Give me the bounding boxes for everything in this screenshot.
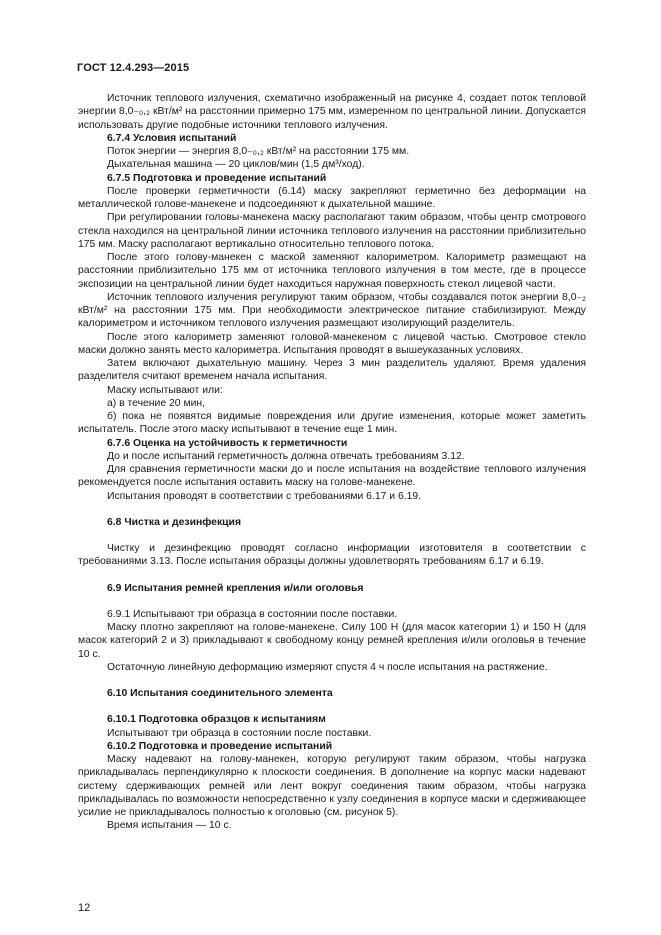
paragraph: Маску надевают на голову-манекен, которую регулируют таким образом, чтобы нагрузка прикладывалась перпендикулярно к плоскости соединения. В дополнение на корпус маски надевают систему сдерживающих ремней или лент вокруг соединения таким образом, чтобы нагрузка прикладывалась по возможности непосредственно к узлу соединения в корпусе маски и сдерживающее усилие не прикладывалось полностью к оголовью (см. рисунок 5). [78,754,586,818]
intro-paragraph: Источник теплового излучения, схематично изображенный на рисунке 4, создает поток тепловой энергии 8,0₋₀,₂ кВт/м² на расстоянии примерно 175 мм, измеренном по центральной линии. Допускается использовать другие подобные источники теплового излучения. [78,93,586,131]
paragraph: Затем включают дыхательную машину. Через 3 мин разделитель удаляют. Время удаления разделителя считают временем начала испытания. [78,358,586,383]
paragraph: Источник теплового излучения регулируют таким образом, чтобы создавался поток энергии 8,0₋₂ кВт/м² на расстоянии 175 мм. При необходимости электрическое питание стабилизируют. Между калориметром и источником теплового излучения размещают изолирующий разделитель. [78,291,586,330]
paragraph: Чистку и дезинфекцию проводят согласно информации изготовителя в соответствии с требованиями 3.13. После испытания образцы должны удовлетворять требованиям 6.17 и 6.19. [78,543,586,568]
list-item: а) в течение 20 мин, [107,397,206,409]
section-6-7-5-heading: 6.7.5 Подготовка и проведение испытаний [107,172,327,184]
document-header: ГОСТ 12.4.293—2015 [77,62,190,74]
paragraph: До и после испытаний герметичность должна отвечать требованиям 3.12. [107,450,465,462]
paragraph: Маску плотно закрепляют на голове-манекене. Силу 100 Н (для масок категории 1) и 150 Н (для масок категорий 2 и 3) прикладывают к свободному концу ремней крепления и/или оголовья в течение 10 с. [78,622,586,660]
section-6-10-heading: 6.10 Испытания соединительного элемента [107,688,333,699]
paragraph: Испытания проводят в соответствии с требованиями 6.17 и 6.19. [107,490,422,502]
section-6-10-1-heading: 6.10.1 Подготовка образцов к испытаниям [107,714,326,726]
page-number: 12 [78,902,91,914]
list-item: б) пока не появятся видимые повреждения или другие изменения, которые может заметить испытатель. После этого маску испытывают в течение еще 1 мин. [78,411,586,436]
paragraph: Время испытания — 10 с. [107,820,232,832]
paragraph: После этого калориметр заменяют головой-манекеном с лицевой частью. Смотровое стекло маски должно занять место калориметра. Испытания проводят в вышеуказанных условиях. [78,331,586,356]
paragraph: Дыхательная машина — 20 циклов/мин (1,5 дм³/ход). [107,159,365,171]
paragraph: При регулировании головы-манекена маску располагают таким образом, чтобы центр смотрового стекла находился на центральной линии источника теплового излучения на расстоянии приблизительно 175 мм. Маску располагают вертикально относительно теплового потока. [78,212,586,250]
paragraph: Маску испытывают или: [107,384,223,396]
section-6-8-heading: 6.8 Чистка и дезинфекция [107,516,242,528]
paragraph: Для сравнения герметичности маски до и после испытания на воздействие теплового излучения рекомендуется после испытания оставить маску на голове-манекене. [78,464,586,489]
section-6-10-2-heading: 6.10.2 Подготовка и проведение испытаний [107,740,333,752]
paragraph: Испытывают три образца в состоянии после поставки. [107,727,372,739]
paragraph: После проверки герметичности (6.14) маску закрепляют герметично без деформации на металлической голове-манекене и подсоединяют к дыхательной машине. [78,185,586,210]
section-6-7-4-heading: 6.7.4 Условия испытаний [107,132,237,144]
paragraph: 6.9.1 Испытывают три образца в состоянии после поставки. [107,608,398,620]
section-6-9-heading: 6.9 Испытания ремней крепления и/или оголовья [107,582,364,594]
document-body [78,92,586,833]
paragraph: Остаточную линейную деформацию измеряют спустя 4 ч после испытания на растяжение. [107,661,548,673]
section-6-7-6-heading: 6.7.6 Оценка на устойчивость к герметичности [107,437,348,449]
paragraph: После этого голову-манекен с маской заменяют калориметром. Калориметр размещают на расстоянии приблизительно 175 мм от источника теплового излучения в том месте, где в процессе экспозиции на центральной линии будет находиться наружная поверхность стекол лицевой части. [78,252,586,290]
paragraph: Поток энергии — энергия 8,0₋₀,₂ кВт/м² на расстоянии 175 мм. [107,146,410,157]
